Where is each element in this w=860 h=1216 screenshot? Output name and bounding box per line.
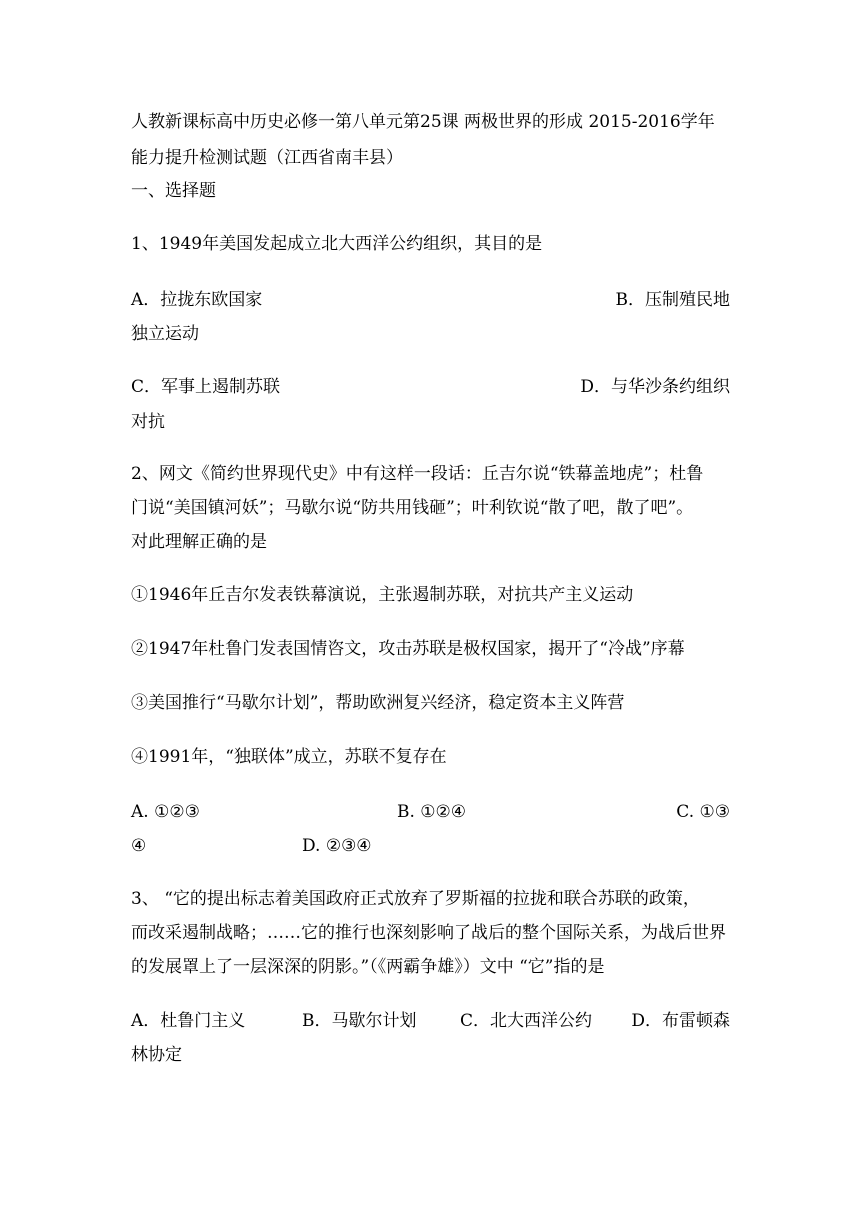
q1-stem: 1、1949年美国发起成立北大西洋公约组织，其目的是 bbox=[131, 234, 543, 254]
q3-option-c: C．北大西洋公约 bbox=[460, 1011, 593, 1031]
doc-title-line-2: 能力提升检测试题（江西省南丰县） bbox=[131, 148, 403, 168]
q3-option-d: D．布雷顿森 bbox=[631, 1011, 730, 1031]
q3-stem-line-1: 3、 “它的提出标志着美国政府正式放弃了罗斯福的拉拢和联合苏联的政策， bbox=[131, 889, 700, 909]
q1-option-c: C．军事上遏制苏联 bbox=[131, 377, 281, 397]
q2-stem-line-2: 门说“美国镇河妖”；马歇尔说“防共用钱砸”；叶利钦说“散了吧，散了吧”。 bbox=[131, 498, 694, 518]
doc-title-line-1: 人教新课标高中历史必修一第八单元第25课 两极世界的形成 2015-2016学年 bbox=[131, 112, 715, 132]
q2-option-d: D. ②③④ bbox=[302, 836, 372, 856]
q1-option-b-continued: 独立运动 bbox=[131, 324, 199, 344]
q3-option-b: B．马歇尔计划 bbox=[302, 1011, 417, 1031]
q2-stem-line-1: 2、网文《简约世界现代史》中有这样一段话：丘吉尔说“铁幕盖地虎”；杜鲁 bbox=[131, 464, 704, 484]
q2-statement-4: ④1991年，“独联体”成立，苏联不复存在 bbox=[131, 747, 447, 767]
q3-stem-line-2: 而改采遏制战略；……它的推行也深刻影响了战后的整个国际关系，为战后世界 bbox=[131, 923, 726, 943]
q2-statement-2: ②1947年杜鲁门发表国情咨文，攻击苏联是极权国家，揭开了“冷战”序幕 bbox=[131, 639, 685, 659]
q1-option-b: B．压制殖民地 bbox=[615, 290, 730, 310]
q2-stem-line-3: 对此理解正确的是 bbox=[131, 532, 267, 552]
q1-option-d: D．与华沙条约组织 bbox=[580, 377, 730, 397]
q2-statement-3: ③美国推行“马歇尔计划”，帮助欧洲复兴经济，稳定资本主义阵营 bbox=[131, 693, 625, 713]
q2-option-c-continued: ④ bbox=[131, 836, 147, 856]
q1-option-d-continued: 对抗 bbox=[131, 412, 165, 432]
q2-option-b: B. ①②④ bbox=[397, 802, 467, 822]
section-heading: 一、选择题 bbox=[131, 181, 216, 201]
q2-option-c: C. ①③ bbox=[676, 802, 730, 822]
q3-option-d-continued: 林协定 bbox=[131, 1045, 182, 1065]
q2-option-a: A. ①②③ bbox=[131, 802, 200, 822]
q2-statement-1: ①1946年丘吉尔发表铁幕演说，主张遏制苏联，对抗共产主义运动 bbox=[131, 585, 634, 605]
q3-stem-line-3: 的发展罩上了一层深深的阴影。”（《两霸争雄》）文中 “它”指的是 bbox=[131, 957, 605, 977]
q3-option-a: A．杜鲁门主义 bbox=[131, 1011, 246, 1031]
q1-option-a: A．拉拢东欧国家 bbox=[131, 290, 263, 310]
